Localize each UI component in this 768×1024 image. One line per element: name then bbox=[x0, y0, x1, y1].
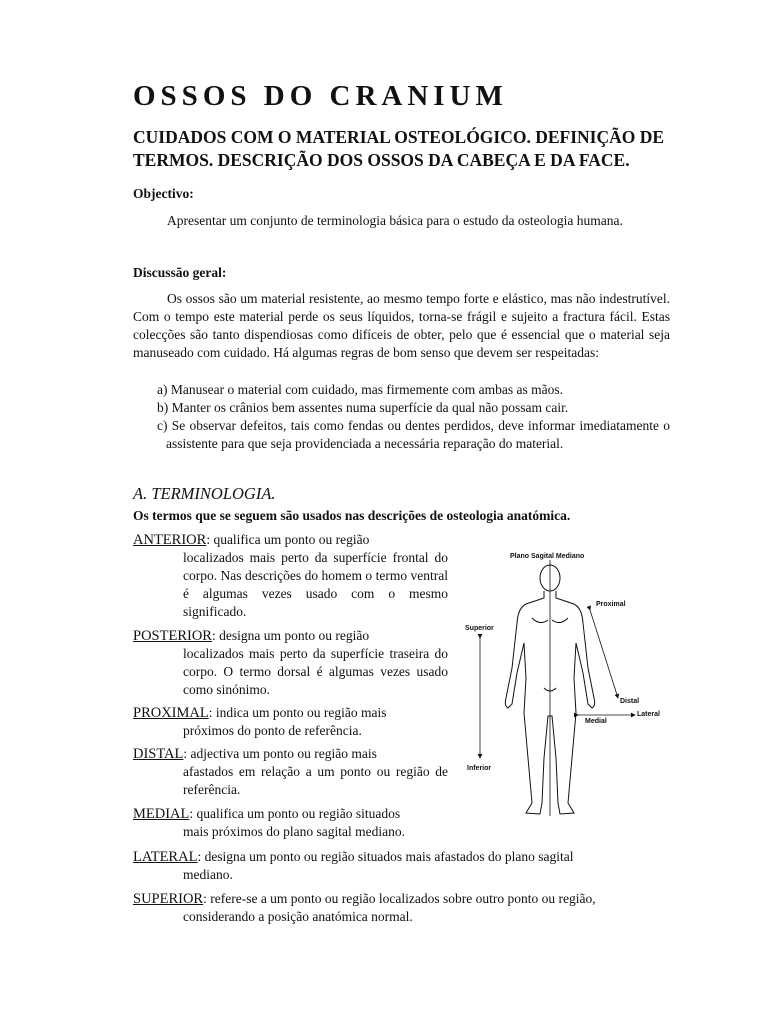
term-key: DISTAL bbox=[133, 746, 184, 762]
label-distal: Distal bbox=[620, 698, 640, 705]
term-rest: mais próximos do plano sagital mediano. bbox=[183, 824, 405, 839]
page-title: OSSOS DO CRANIUM bbox=[133, 80, 508, 112]
page-subtitle: CUIDADOS COM O MATERIAL OSTEOLÓGICO. DEFINIÇÃO DE TERMOS. DESCRIÇÃO DOS OSSOS DA CABEÇA E DA FACE. bbox=[133, 127, 665, 170]
proximal-distal-arrow bbox=[590, 610, 618, 698]
term-rest: localizados mais perto da superfície frontal do corpo. Nas descrições do homem o termo ventral é algumas vezes usado com o mesmo significado. bbox=[183, 550, 448, 619]
rules-list bbox=[157, 381, 670, 453]
discussao-body: Os ossos são um material resistente, ao mesmo tempo forte e elástico, mas não indestrutível. Com o tempo este material perde os seus líquidos, torna-se frágil e sujeito a fractura fácil. Estas colecções são tanto dispendiosas como difíceis de obter, pelo que é essencial que o material seja manuseado com cuidado. Há algumas regras de bom senso que devem ser respeitadas: bbox=[133, 291, 670, 360]
term-first-line: : indica um ponto ou região mais bbox=[208, 705, 387, 720]
term-distal bbox=[133, 745, 448, 799]
objectivo-text bbox=[133, 212, 670, 230]
discussao-heading: Discussão geral: bbox=[133, 265, 227, 280]
rule-item-a: a) Manusear o material com cuidado, mas firmemente com ambas as mãos. bbox=[157, 382, 563, 397]
objectivo-body: Apresentar um conjunto de terminologia básica para o estudo da osteologia humana. bbox=[167, 213, 623, 228]
rule-item-b: b) Manter os crânios bem assentes numa superfície da qual não possam cair. bbox=[157, 400, 569, 415]
term-medial bbox=[133, 805, 448, 841]
objectivo-heading: Objectivo: bbox=[133, 186, 194, 201]
label-lateral: Lateral bbox=[637, 711, 660, 718]
term-key: ANTERIOR bbox=[133, 532, 207, 548]
term-key: MEDIAL bbox=[133, 806, 190, 822]
label-superior: Superior bbox=[465, 625, 494, 632]
term-rest: localizados mais perto da superfície traseira do corpo. O termo dorsal é algumas vezes usado como sinónimo. bbox=[183, 646, 448, 697]
term-rest: mediano. bbox=[183, 867, 233, 882]
label-proximal: Proximal bbox=[596, 601, 626, 608]
anatomical-figure bbox=[460, 548, 675, 828]
label-inferior: Inferior bbox=[467, 765, 492, 772]
term-posterior bbox=[133, 627, 448, 699]
terminologia-intro: Os termos que se seguem são usados nas descrições de osteologia anatómica. bbox=[133, 508, 571, 523]
term-proximal bbox=[133, 704, 448, 740]
term-superior bbox=[133, 890, 670, 926]
term-first-line: : designa um ponto ou região situados mais afastados do plano sagital bbox=[197, 849, 574, 864]
term-first-line: : adjectiva um ponto ou região mais bbox=[183, 746, 377, 761]
term-key: PROXIMAL bbox=[133, 705, 209, 721]
terminologia-heading: A. TERMINOLOGIA. bbox=[133, 484, 276, 503]
term-rest: considerando a posição anatómica normal. bbox=[183, 909, 413, 924]
term-anterior bbox=[133, 531, 448, 621]
term-first-line: : designa um ponto ou região bbox=[211, 628, 370, 643]
term-first-line: : qualifica um ponto ou região situados bbox=[189, 806, 401, 821]
discussao-text bbox=[133, 290, 670, 362]
label-medial: Medial bbox=[585, 718, 607, 725]
term-key: LATERAL bbox=[133, 849, 198, 865]
term-key: SUPERIOR bbox=[133, 891, 204, 907]
term-rest: próximos do ponto de referência. bbox=[183, 723, 362, 738]
rule-item-c: c) Se observar defeitos, tais como fendas ou dentes perdidos, deve informar imediatamente o assistente para que seja providenciada a necessária reparação do material. bbox=[157, 418, 670, 451]
term-lateral bbox=[133, 848, 670, 884]
term-first-line: : refere-se a um ponto ou região localizados sobre outro ponto ou região, bbox=[203, 891, 596, 906]
label-plano-sagital: Plano Sagital Mediano bbox=[510, 553, 585, 560]
term-key: POSTERIOR bbox=[133, 628, 212, 644]
term-rest: afastados em relação a um ponto ou região de referência. bbox=[183, 764, 448, 797]
term-first-line: : qualifica um ponto ou região bbox=[206, 532, 370, 547]
